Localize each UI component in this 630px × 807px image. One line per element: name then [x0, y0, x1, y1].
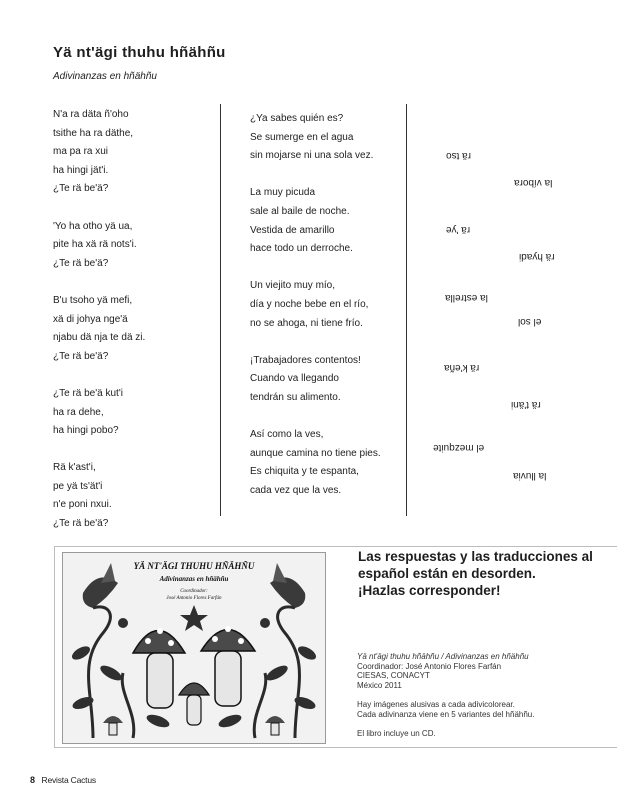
- translation-line: Así como la ves,: [250, 429, 324, 441]
- riddle-line: Rä k'ast'i,: [53, 462, 96, 474]
- riddle-line: ¿Te rä be'ä kut'i: [53, 387, 123, 399]
- book-title: Yä nt'ägi thuhu hñähñu / Adivinanzas en hñähñu: [357, 652, 529, 661]
- hnahnu-column: [53, 106, 145, 552]
- translation-line: cada vez que la ves.: [250, 484, 342, 496]
- translation-line: La muy picuda: [250, 187, 316, 199]
- flower-icon: [118, 605, 270, 631]
- hnahnu-stanza: [53, 459, 145, 533]
- hnahnu-stanza: [53, 218, 145, 274]
- answer-label: la lluvia: [513, 470, 547, 481]
- answer-label: rä 'ye: [446, 224, 471, 235]
- riddle-line: ha hingi pobo?: [53, 425, 119, 437]
- mushroom-icon: [201, 626, 255, 706]
- cover-coordinator-name: José Antonio Flores Farfán: [166, 596, 222, 601]
- cover-title: YÄ NT'ÄGI THUHU HÑÄHÑU: [133, 561, 255, 571]
- translation-line: sin mojarse ni una sola vez.: [250, 150, 374, 162]
- cover-subtitle: Adivinanzas en hñähñu: [159, 575, 229, 583]
- column-divider: [406, 104, 407, 516]
- translation-line: aunque camina no tiene pies.: [250, 447, 381, 459]
- translation-line: Vestida de amarillo: [250, 224, 335, 236]
- spanish-stanza: [250, 110, 381, 166]
- spanish-stanza: [250, 352, 381, 408]
- headline-line: Las respuestas y las traducciones al: [358, 549, 593, 564]
- book-credits: [357, 652, 534, 738]
- riddle-line: ¿Te rä be'ä?: [53, 518, 109, 530]
- folk-art-drawing: [63, 553, 325, 743]
- answer-label: rä t'äni: [511, 399, 541, 410]
- hnahnu-stanza: [53, 106, 145, 199]
- book-cover-illustration: [62, 552, 326, 744]
- translation-line: ¡Trabajadores contentos!: [250, 354, 361, 366]
- page-number: 8: [30, 775, 36, 785]
- page-footer: [30, 775, 96, 785]
- mushroom-icon: [179, 683, 209, 725]
- riddle-line: B'u tsoho yä mefi,: [53, 294, 133, 306]
- riddle-line: ha hingi jät'i.: [53, 164, 109, 176]
- headline-line: ¡Hazlas corresponder!: [358, 583, 501, 598]
- hnahnu-stanza: [53, 292, 145, 366]
- book-note: El libro incluye un CD.: [357, 728, 436, 738]
- bird-icon: [270, 563, 305, 608]
- book-note: Hay imágenes alusivas a cada adivicolorear.: [357, 699, 515, 709]
- book-note: Cada adivinanza viene en 5 variantes del hñähñu.: [357, 709, 535, 719]
- answer-label: rä k'eña: [444, 362, 480, 373]
- spanish-column: [250, 110, 381, 519]
- translation-line: no se ahoga, ni tiene frío.: [250, 317, 363, 329]
- translation-line: día y noche bebe en el río,: [250, 298, 369, 310]
- translation-line: Se sumerge en el agua: [250, 131, 354, 143]
- page-title: Yä nt'ägi thuhu hñähñu: [53, 44, 226, 61]
- riddle-line: 'Yo ha otho yä ua,: [53, 220, 133, 232]
- riddle-line: pe yä ts'ät'i: [53, 480, 103, 492]
- magazine-name: Revista Cactus: [41, 775, 96, 785]
- spanish-stanza: [250, 184, 381, 258]
- page-subtitle: Adivinanzas en hñähñu: [53, 71, 157, 82]
- translation-line: Es chiquita y te espanta,: [250, 466, 359, 478]
- riddle-line: pite ha xä rä nots'i.: [53, 239, 137, 251]
- spanish-stanza: [250, 426, 381, 500]
- translation-line: tendrán su alimento.: [250, 391, 341, 403]
- translation-line: hace todo un derroche.: [250, 243, 353, 255]
- mushroom-icon: [133, 628, 185, 708]
- answer-label: la víbora: [514, 177, 553, 188]
- answer-label: el mezquite: [433, 442, 485, 453]
- translation-line: Cuando va llegando: [250, 373, 339, 385]
- bird-icon: [83, 563, 118, 608]
- headline-line: español están en desorden.: [358, 566, 536, 581]
- riddle-line: ¿Te rä be'ä?: [53, 257, 109, 269]
- cover-coordinator-label: Coordinador:: [180, 589, 208, 594]
- answer-label: rä hyadi: [519, 251, 555, 262]
- riddle-line: n'e poni nxui.: [53, 499, 112, 511]
- book-coordinator: Coordinador: José Antonio Flores Farfán: [357, 661, 502, 671]
- column-divider: [220, 104, 221, 516]
- riddle-line: ¿Te rä be'ä?: [53, 350, 109, 362]
- riddle-line: ¿Te rä be'ä?: [53, 183, 109, 195]
- riddle-line: ma pa ra xui: [53, 146, 109, 158]
- translation-line: Un viejito muy mío,: [250, 280, 336, 292]
- answer-label: rä tso: [446, 150, 472, 161]
- riddle-line: njabu dä nja te dä zi.: [53, 332, 146, 344]
- riddle-line: tsithe ha ra däthe,: [53, 127, 134, 139]
- hnahnu-stanza: [53, 385, 145, 441]
- book-publisher: CIESAS, CONACYT: [357, 671, 430, 681]
- riddle-line: ha ra dehe,: [53, 406, 104, 418]
- book-place-year: México 2011: [357, 680, 402, 690]
- answer-label: la estrella: [445, 292, 488, 303]
- translation-line: ¿Ya sabes quién es?: [250, 113, 344, 124]
- riddle-line: xä di johya nge'ä: [53, 313, 128, 325]
- answer-label: el sol: [518, 316, 542, 327]
- riddle-line: N'a ra däta ñ'oho: [53, 109, 129, 120]
- spanish-stanza: [250, 277, 381, 333]
- puzzle-instructions: [358, 548, 618, 599]
- translation-line: sale al baile de noche.: [250, 205, 350, 217]
